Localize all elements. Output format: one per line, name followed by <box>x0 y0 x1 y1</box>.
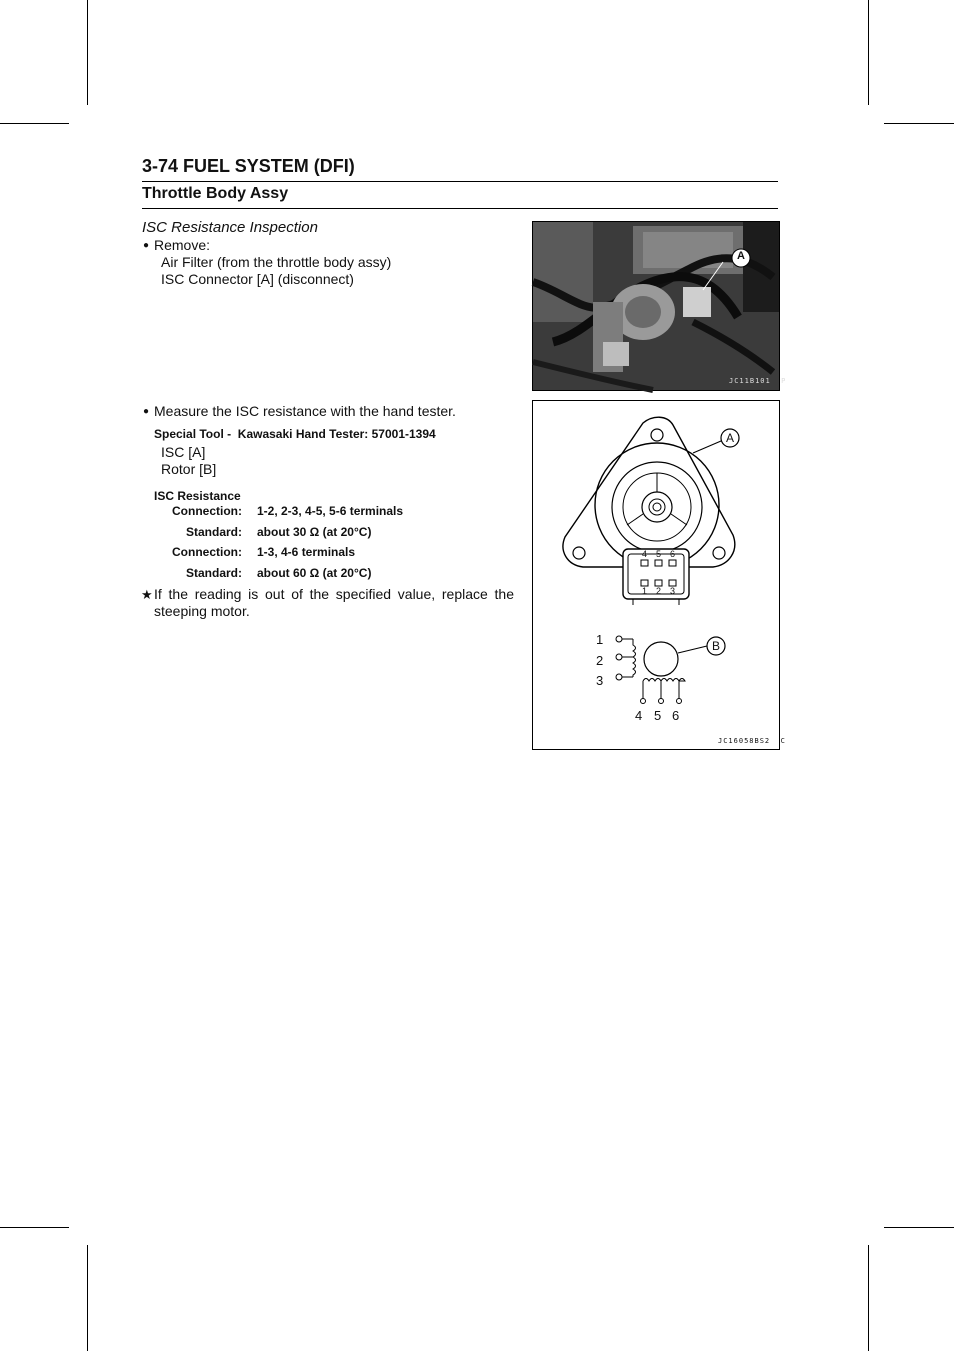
spec-value: 1-2, 2-3, 4-5, 5-6 terminals <box>257 504 404 518</box>
remove-step: ● Remove: <box>154 237 210 254</box>
resistance-heading: ISC Resistance <box>154 489 241 503</box>
crop-mark <box>87 0 88 105</box>
spec-label: Connection: <box>172 545 242 559</box>
terminal-label: 5 <box>654 708 662 723</box>
crop-mark <box>0 123 69 124</box>
replacement-note: If the reading is out of the specified value, replace the steeping motor. <box>154 586 514 619</box>
spec-label: Standard: <box>185 566 242 580</box>
terminal-label: 6 <box>672 708 680 723</box>
connector-pin-label: 6 <box>670 549 676 559</box>
section-title: Throttle Body Assy <box>142 185 778 209</box>
star-icon: ★ <box>141 587 153 602</box>
engine-photo-illustration <box>533 222 779 390</box>
connector-pin-label: 2 <box>656 586 662 596</box>
terminal-label: 2 <box>596 653 604 668</box>
legend-item: Rotor [B] <box>161 461 217 477</box>
figure-code: JC16058BS2 C <box>718 737 786 745</box>
legend-item: ISC [A] <box>161 444 206 460</box>
callout-b-label: B <box>711 639 720 653</box>
inspection-heading: ISC Resistance Inspection <box>142 219 318 236</box>
page-title: 3-74 FUEL SYSTEM (DFI) <box>142 156 778 182</box>
connector-pin-label: 3 <box>670 586 676 596</box>
callout-a-label: A <box>725 431 734 445</box>
crop-mark <box>87 1245 88 1351</box>
isc-motor-drawing <box>533 401 779 749</box>
isc-diagram <box>532 400 786 750</box>
spec-label: Connection: <box>172 504 242 518</box>
terminal-label: 4 <box>635 708 643 723</box>
connector-pin-label: 4 <box>642 549 648 559</box>
connector-pin-label: 1 <box>642 586 648 596</box>
crop-mark <box>868 0 869 105</box>
spec-label: Standard: <box>185 525 242 539</box>
special-tool: Special Tool - Kawasaki Hand Tester: 57001-1394 <box>154 427 436 441</box>
crop-mark <box>884 123 954 124</box>
isc-connector-photo <box>532 221 787 391</box>
remove-item: ISC Connector [A] (disconnect) <box>161 271 354 287</box>
spec-value: about 60 Ω (at 20°C) <box>257 566 372 580</box>
spec-value: 1-3, 4-6 terminals <box>257 545 356 559</box>
connector-pin-label: 5 <box>656 549 662 559</box>
remove-item: Air Filter (from the throttle body assy) <box>161 254 392 270</box>
terminal-label: 3 <box>596 673 604 688</box>
callout-a-label: A <box>737 250 745 262</box>
crop-mark <box>0 1227 69 1228</box>
spec-value: about 30 Ω (at 20°C) <box>257 525 372 539</box>
crop-mark <box>868 1245 869 1351</box>
crop-mark <box>884 1227 954 1228</box>
figure-code: JC11B101 P <box>729 377 787 385</box>
measure-step: ● Measure the ISC resistance with the hand tester. <box>154 403 456 420</box>
terminal-label: 1 <box>596 632 604 647</box>
